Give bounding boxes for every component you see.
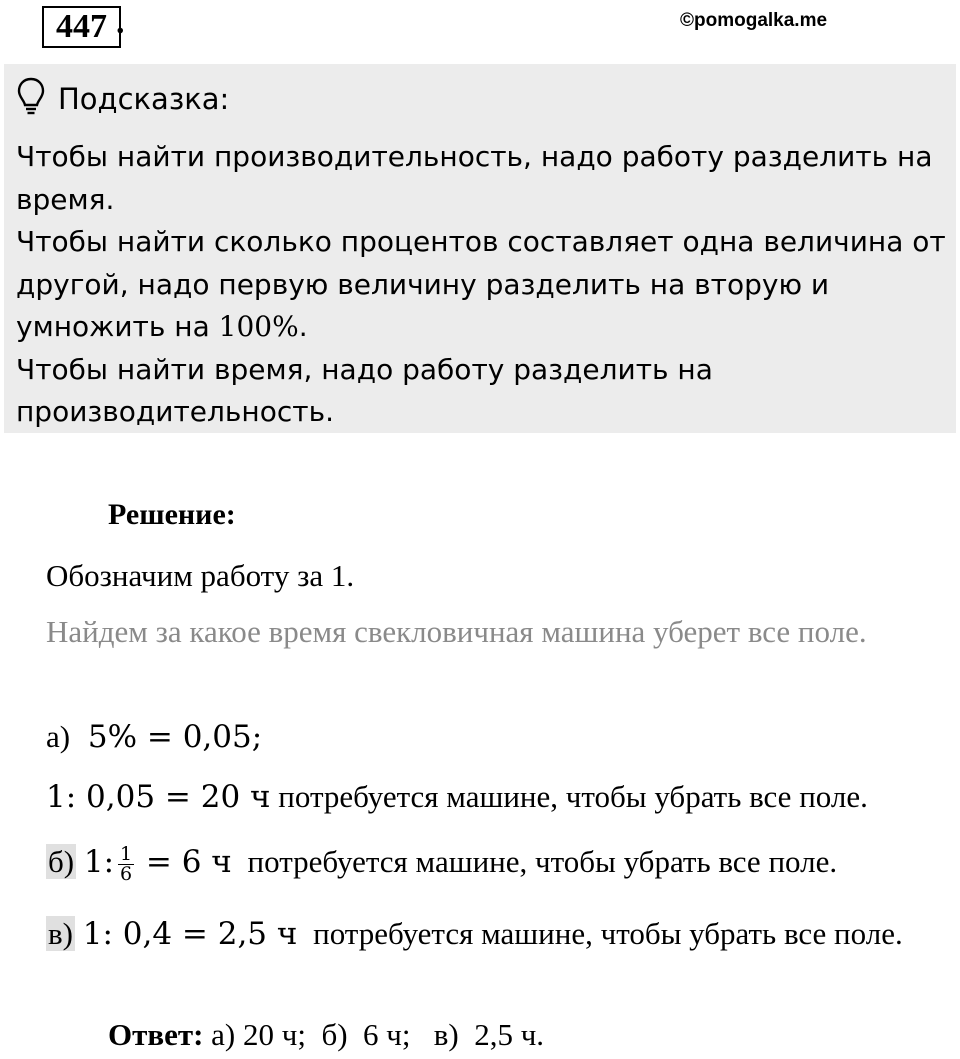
watermark: ©pomogalka.me bbox=[680, 10, 828, 31]
task-number-dot: . bbox=[116, 4, 125, 41]
part-a-math: 5% = 0,05; bbox=[87, 719, 263, 755]
solution-line: Обозначим работу за 1. bbox=[46, 558, 355, 593]
part-c-math: 1: 0,4 = 2,5 ч bbox=[82, 916, 298, 952]
hint-paragraph: Чтобы найти производительность, надо работу разделить на время. bbox=[16, 140, 933, 216]
part-a-result-text: потребуется машине, чтобы убрать все поле. bbox=[278, 779, 868, 814]
answer bbox=[108, 1013, 948, 1057]
fraction-denominator: 6 bbox=[120, 863, 133, 886]
solution-title: Решение: bbox=[108, 498, 236, 531]
part-b bbox=[46, 840, 946, 884]
part-c-label: в) bbox=[48, 916, 73, 951]
math-value: 100% bbox=[218, 310, 299, 343]
hint-paragraph: Чтобы найти сколько процентов составляет одна величина от другой, надо первую величину разделить на вторую и умножить на 100%. bbox=[16, 225, 946, 343]
hint-title: Подсказка: bbox=[58, 81, 230, 116]
hint-box bbox=[4, 64, 956, 433]
part-b-math-pre: 1: bbox=[83, 844, 115, 880]
answer-text: а) 20 ч; б) 6 ч; в) 2,5 ч. bbox=[211, 1017, 545, 1052]
solution-line: Найдем за какое время свекловичная машина уберет все поле. bbox=[46, 614, 867, 649]
answer-label: Ответ: bbox=[108, 1017, 204, 1052]
fraction-numerator: 1 bbox=[120, 843, 133, 866]
lightbulb-icon bbox=[16, 76, 46, 121]
part-a bbox=[46, 715, 946, 759]
fraction bbox=[118, 845, 134, 884]
part-a-result bbox=[46, 775, 946, 819]
hint-text bbox=[16, 136, 946, 434]
part-b-text: потребуется машине, чтобы убрать все поле. bbox=[247, 844, 838, 879]
part-c bbox=[46, 912, 946, 956]
part-c-text: потребуется машине, чтобы убрать все поле. bbox=[313, 916, 903, 951]
hint-paragraph: Чтобы найти время, надо работу разделить на производительность. bbox=[16, 352, 713, 428]
part-a-result-math: 1: 0,05 = 20 ч bbox=[46, 779, 271, 815]
part-a-label: а) bbox=[46, 719, 71, 754]
task-number: 447 bbox=[42, 6, 121, 48]
part-b-label: б) bbox=[48, 844, 75, 879]
part-b-math-post: = 6 ч bbox=[145, 844, 232, 880]
hint-header bbox=[16, 76, 229, 121]
